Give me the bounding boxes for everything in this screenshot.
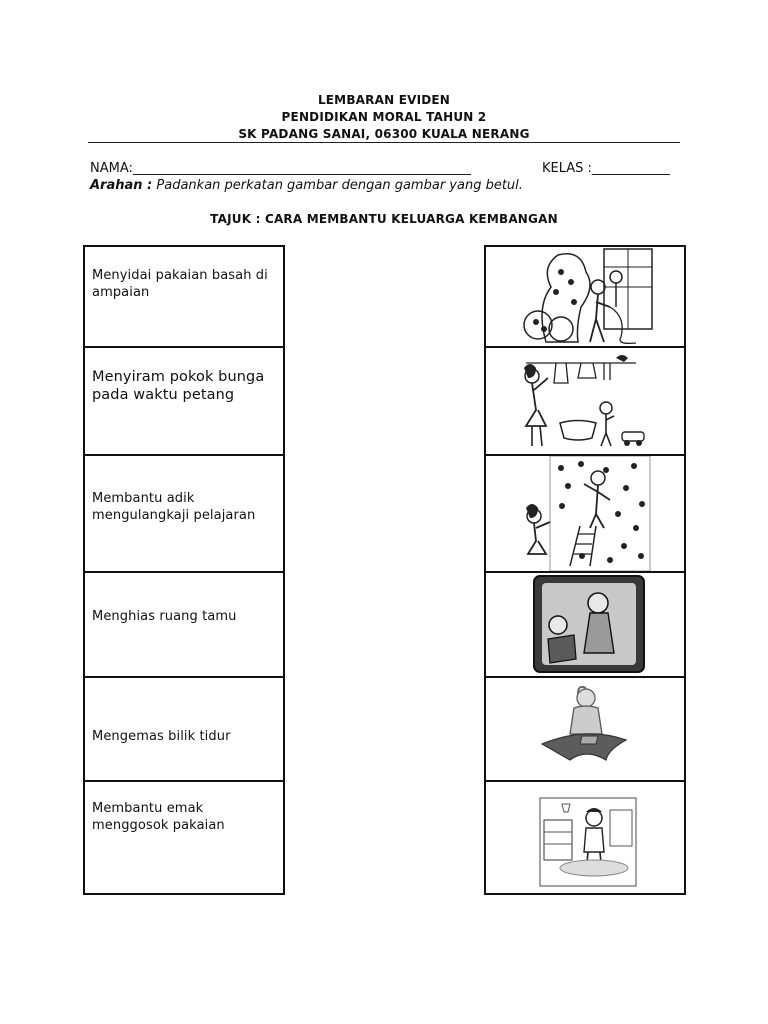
instruction-text: Padankan perkatan gambar dengan gambar yang betul.: [156, 178, 523, 193]
left-item-label: Menyidai pakaian basah di ampaian: [92, 268, 268, 300]
left-item-label: Mengemas bilik tidur: [92, 729, 231, 744]
left-box-2: [83, 346, 285, 456]
left-item-label: Menyiram pokok bunga pada waktu petang: [92, 369, 265, 403]
left-box-3: [83, 454, 285, 573]
picture-hanging-laundry: [484, 346, 686, 456]
left-box-1: [83, 245, 285, 348]
instruction: [90, 178, 523, 193]
left-item-label: Membantu emak menggosok pakaian: [92, 801, 225, 833]
header-subject: PENDIDIKAN MORAL TAHUN 2: [281, 110, 487, 124]
name-field: NAMA:____________________________________________________: [90, 161, 471, 176]
left-item-label: Menghias ruang tamu: [92, 609, 237, 624]
picture-bedroom: [484, 780, 686, 895]
document-header: [0, 92, 768, 143]
topic-title: TAJUK : CARA MEMBANTU KELUARGA KEMBANGAN: [210, 212, 558, 226]
instruction-label: Arahan :: [90, 178, 153, 193]
left-box-5: [83, 676, 285, 782]
left-item-label: Membantu adik mengulangkaji pelajaran: [92, 491, 256, 523]
header-school: SK PADANG SANAI, 06300 KUALA NERANG: [238, 127, 530, 141]
bedroom-tidying-illustration: [486, 782, 684, 893]
picture-decorating-wall: [484, 454, 686, 573]
header-divider: [88, 142, 680, 143]
watering-plants-illustration: [486, 247, 684, 346]
left-box-4: [83, 571, 285, 678]
picture-reading-book: [484, 571, 686, 678]
header-title: LEMBARAN EVIDEN: [317, 93, 451, 107]
picture-ironing: [484, 676, 686, 782]
picture-watering-plants: [484, 245, 686, 348]
reading-book-illustration: [486, 573, 684, 676]
class-field: KELAS :____________: [542, 161, 670, 176]
ironing-clothes-illustration: [486, 678, 684, 780]
decorating-wall-illustration: [486, 456, 684, 571]
hanging-laundry-illustration: [486, 348, 684, 454]
left-box-6: [83, 780, 285, 895]
